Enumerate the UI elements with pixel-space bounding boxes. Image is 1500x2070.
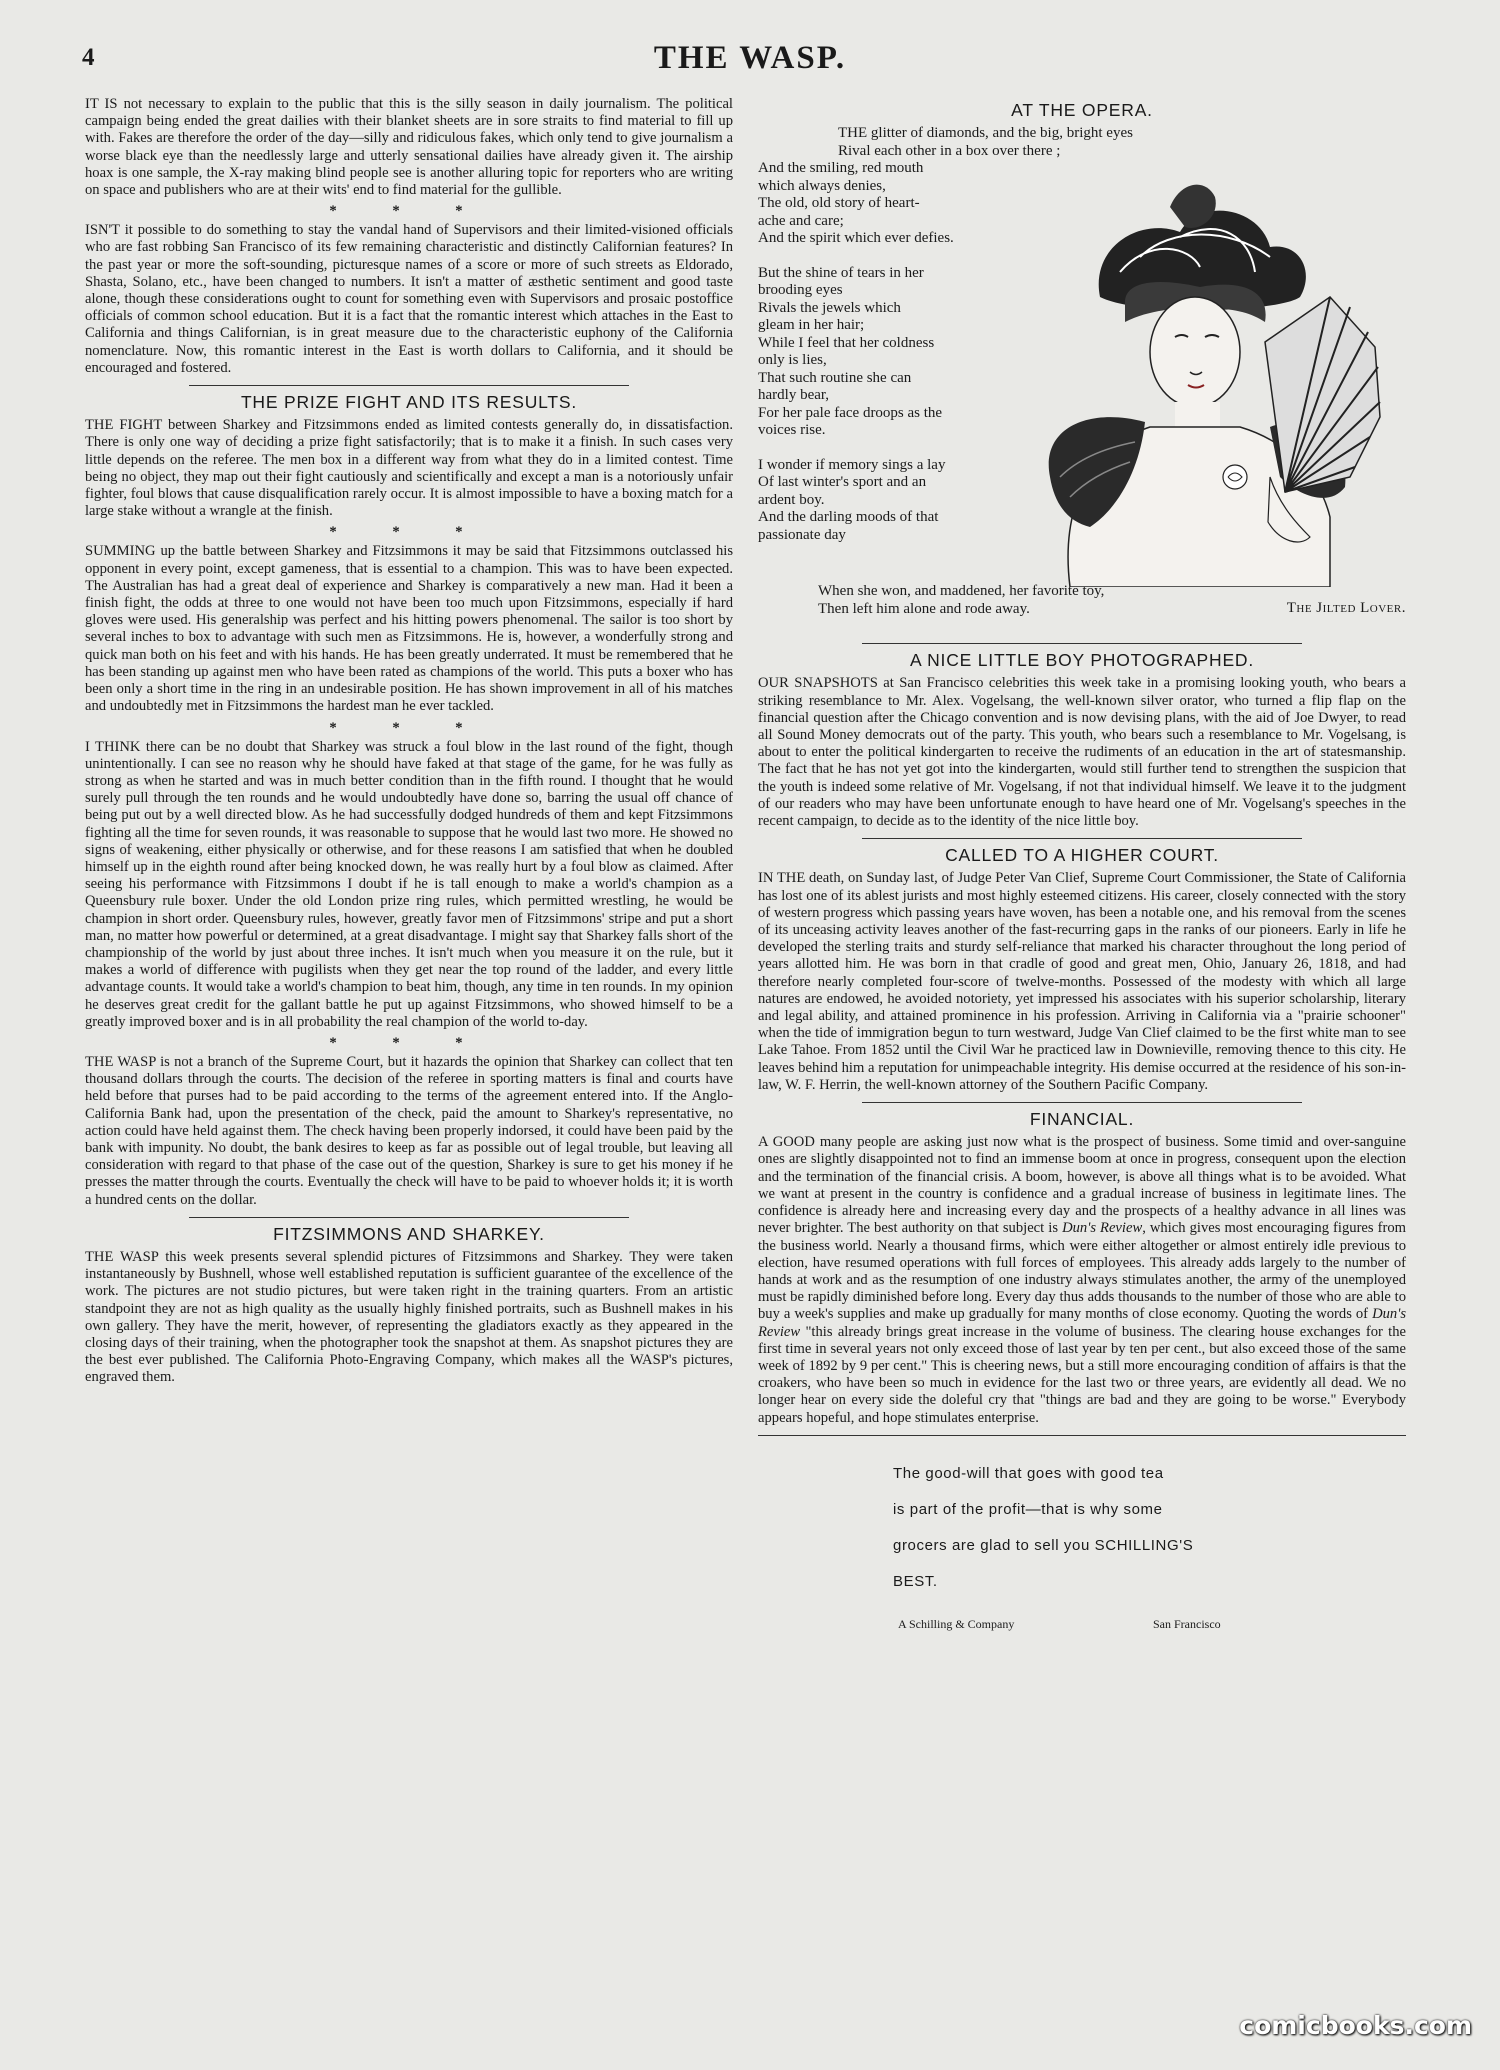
prize-fight-paragraph-4: THE WASP is not a branch of the Supreme Court, but it hazards the opinion that Sharkey can collect that ten thousand dollars through the courts. The decision of the referee in sporting matters is final and courts have held before that purses had to be paid according to the terms of the agreement entered into. If the Anglo-California Bank had, upon the presentation of the check, paid the amount to Sharkey's representative, no action could have held against them. The check having been properly indorsed, it could have been paid by the bank with impunity. No doubt, the bank desires to keep as far as possible out of legal trouble, but leaving all consideration with regard to that phase of the case out of the question, Sharkey is sure to get his money if he presses the matter through the courts. Eventually the check will have to be paid to whoever holds it; it is worth a hundred cents on the dollar. [85,1053,733,1208]
poem-line: which always denies, [758,177,886,194]
fitzsimmons-heading: FITZSIMMONS AND SHARKEY. [273,1223,545,1244]
divider [862,838,1302,839]
ad-line: grocers are glad to sell you SCHILLING'S [893,1536,1194,1554]
poem-line: voices rise. [758,422,826,439]
poem-line: ache and care; [758,212,844,229]
masthead: THE WASP. [653,40,847,76]
left-column [85,96,733,1391]
section-stars: * * * [329,203,489,220]
poem-line: When she won, and maddened, her favorite toy, [818,583,1105,600]
opera-poem [758,125,1133,544]
section-stars: * * * [329,524,489,541]
ad-line: is part of the profit—that is why some [893,1500,1163,1518]
financial-text: , which gives most encouraging figures from the business world. Nearly a thousand firms, which were either altogether or almost entirely idle previous to election, have resumed operations with full forces of employees. This already adds largely to the number of hands at work and as the resumption of one industry always stimulates another, the army of the unemployed must be rapidly diminished before long. Every day thus adds thousands to the number of those who are able to buy a week's supplies and make up gradually for many months of close economy. Quoting the words of [758,1220,1406,1323]
poem-line: While I feel that her coldness [758,334,935,351]
financial-text: A GOOD many people are asking just now what is the prospect of business. Some timid and over-sanguine ones are slightly disappointed not to find an immense boom at once in progress, consequent upon the election and the termination of the financial crisis. A boom, however, is above all things what is to be avoided. What we want at present in the country is confidence and a gradual increase of business in legitimate lines. The confidence is already here and increasing every day and the prospects of a healthy advance in all lines was never brighter. The best authority on that subject is [758,1134,1406,1237]
watermark: comicbooks.com [1239,2011,1472,2040]
section-stars: * * * [329,719,489,736]
divider [189,1217,629,1218]
financial-text: "this already brings great increase in the volume of business. The clearing house exchanges for the first time in several years not only exceed those of last year by ten per cent., but also exceed those of the same week of 1892 by 9 per cent." This is cheering news, but a still more encouraging condition of affairs is that the croakers, who have been so much in evidence for the last two or three years, are evidently all dead. We no longer hear on every side the doleful cry that "things are bad and they are going to be worse." Everybody appears hopeful, and hope stimulates enterprise. [758,1323,1406,1426]
poem-line: Then left him alone and rode away. [818,600,1030,617]
prize-fight-paragraph-3: I THINK there can be no doubt that Sharkey was struck a foul blow in the last round of the fight, though unintentionally. I can see no reason why he should have faked at that stage of the game, for he was fully as strong as when he started and was in much better condition than in the fifth round. I thought that he would surely pull through the ten rounds and he would undoubtedly have done so, barring the usual off chance of being put out by a well directed blow. As he had successfully dodged hundreds of them and kept Fitzsimmons fighting all the time for seven rounds, it was reasonable to suppose that he would last two more. He showed no signs of weakening, either physically or otherwise, and for these reasons I am satisfied that when he doubled himself up in the eighth round after being knocked down, he was really hurt by a foul blow as claimed. After seeing his performance with Fitzsimmons I doubt if he is tall enough to make a world's champion as a Queensbury rule boxer. Under the old London prize ring rules, which permitted wrestling, he would be champion in short order. Queensbury rules, however, greatly favor men of Fitzsimmons' stripe and put a short man, no matter how powerful or determined, at a great disadvantage. I might say that Sharkey falls short of the championship of the world by just about three inches. It isn't much when you measure it on the rule, but it makes a world of difference with pugilists when they get near the top round of the ladder, and every little advantage counts. It would take a world's champion to beat him, though, any time in ten rounds. In my opinion he deserves great credit for the gallant battle he put up against Fitzsimmons, who showed himself to be a greatly improved boxer and is in all probability the real champion of the world to-day. [85,738,733,1030]
higher-court-paragraph: IN THE death, on Sunday last, of Judge Peter Van Clief, Supreme Court Commissioner, the State of California has lost one of its ablest jurists and most highly esteemed citizens. His career, closely connected with the story of western progress which passing years have woven, has been a notable one, and his removal from the scenes of its unceasing activity leaves another of the fast-recurring gaps in the ranks of our pioneers. Early in life he developed the sterling traits and sturdy self-reliance that marked his character throughout the long period of years allotted him. He was born in that cradle of good and great men, Ohio, January 26, 1818, and had therefore nearly completed four-score of twelve-months. Possessed of the modesty with which all large natures are endowed, he avoided notoriety, yet impressed his associates with his superior scholarship, literary and legal ability, and attained prominence in his profession. Arriving in California via a "prairie schooner" when the tide of immigration begun to turn westward, Judge Van Clief claimed to be the first white man to see Lake Tahoe. From 1852 until the Civil War he practiced law in Downieville, removing thence to this city. He leaves behind him a reputation for unimpeachable integrity. His demise occurred at the residence of his son-in-law, W. F. Herrin, the well-known attorney of the Southern Pacific Company. [758,870,1406,1093]
financial-heading: FINANCIAL. [1029,1109,1135,1130]
poem-line: And the darling moods of that [758,509,939,526]
higher-court-heading: CALLED TO A HIGHER COURT. [945,845,1219,866]
duns-review-title: Dun's Review [1062,1220,1143,1237]
duns-review-title: Dun's Review [758,1306,1406,1340]
right-column [758,96,1406,1633]
poem-line: only is lies, [758,352,827,369]
poem-tail-block [758,583,1406,635]
page-number: 4 [82,44,95,71]
poem-line: brooding eyes [758,282,843,299]
ad-city: San Francisco [1153,1616,1221,1631]
prize-fight-paragraph-2: SUMMING up the battle between Sharkey and Fitzsimmons it may be said that Fitzsimmons outclassed his opponent in every point, except gameness, that is essential to a champion. This was to have been expected. The Australian has had a great deal of experience and Sharkey is comparatively a new man. Had it been a finish fight, the odds at three to one would not have been too much upon Fitzsimmons, especially if hard gloves were used. His generalship was perfect and his hitting powers phenomenal. The sailor is too short by several inches to box to advantage with such men as Fitzsimmons. He is, however, a wonderfully strong and quick man both on his feet and with his hands. He has been greatly underrated. It must be remembered that he has been standing up against men who have been rated as champions of the world. This puts a boxer who has been only a short time in the ring in an undesirable position. He has shown improvement in all of his matches and undoubtedly met in Fitzsimmons the hardest man he ever tackled. [85,543,733,715]
prize-fight-heading: THE PRIZE FIGHT AND ITS RESULTS. [240,392,578,413]
street-names-paragraph: ISN'T it possible to do something to stay the vandal hand of Supervisors and their limited-visioned officials who are fast robbing San Francisco of its few remaining characteristic and distinctly Californian features? In the past year or more the soft-sounding, picturesque names of a score or more of such streets as Eldorado, Shasta, Solano, etc., have been changed to numbers. It isn't a matter of æsthetic sentiment and good taste alone, though these considerations ought to count for something even with Supervisors and prosaic postoffice officials of common school education. But it is a fact that the romantic interest which attaches in the East to California and things Californian, is in great measure due to the characteristic euphony of the California nomenclature. Now, this romantic interest in the East is worth dollars to California, and it should be encouraged and fostered. [85,222,733,376]
poem-line: Rival each other in a box over there ; [838,142,1061,159]
silly-season-paragraph: IT IS not necessary to explain to the public that this is the silly season in daily journalism. The political campaign being ended the great dailies with their blanket sheets are in sore straits to find material to fill up with. Fakes are therefore the order of the day—silly and ridiculous fakes, which only tend to give journalism a worse black eye than the needlessly large and utterly sensational dailies have already given it. The airship hoax is one sample, the X-ray making blind people see is another alluring topic for reporters who are writing on space and publishers who are at their wits' end to find material for the gullible. [85,96,733,199]
poem-line: But the shine of tears in her [758,264,924,281]
opera-poem-block [758,125,1406,583]
divider [758,1435,1406,1436]
schilling-tea-ad [758,1456,1406,1633]
poem-line: That such routine she can [758,369,912,386]
divider [189,385,629,386]
divider [862,643,1302,644]
opera-lady-illustration [1030,177,1400,587]
poem-line: And the smiling, red mouth [758,160,924,177]
ad-line: The good-will that goes with good tea [893,1464,1164,1482]
nice-boy-paragraph: OUR SNAPSHOTS at San Francisco celebrities this week take in a promising looking youth, who bears a striking resemblance to Mr. Alex. Vogelsang, the well-known silver orator, who turned a flip flap on the financial question after the Chicago convention and is now devising plans, with the aid of Joe Dwyer, to read all Sound Money democrats out of the party. This youth, who bears such a resemblance to Mr. Vogelsang, is about to enter the political kindergarten to receive the rudiments of an education in the art of statesmanship. The fact that he has not yet got into the kindergarten, would still further tend to strengthen the suspicion that the youth is indeed some relative of Mr. Vogelsang, if not that individual himself. We leave it to the judgment of our readers who may have been unfortunate enough to have heard one of Mr. Vogelsang's speeches in the recent campaign, to decide as to the identity of the nice little boy. [758,675,1406,830]
poem-line: And the spirit which ever defies. [758,230,954,247]
poem-line: hardly bear, [758,387,830,404]
poem-line: Rivals the jewels which [758,299,901,316]
poem-line: ardent boy. [758,491,825,508]
poem-signature: The Jilted Lover. [1286,600,1406,617]
prize-fight-paragraph-1: THE FIGHT between Sharkey and Fitzsimmons ended as limited contests generally do, in dissatisfaction. There is only one way of deciding a prize fight satisfactorily; that is to make it a finish. In such cases very little depends on the referee. The men box in a different way from what they do in a limited contest. Time being no object, they map out their fight cautiously and scientifically and except a man is a notoriously unfair fighter, foul blows that cause disqualification rarely occur. It is almost impossible to have a boxing match for a large stake without a wrangle at the finish. [85,417,733,520]
poem-line: gleam in her hair; [758,317,865,334]
section-stars: * * * [329,1034,489,1051]
fitzsimmons-paragraph: THE WASP this week presents several splendid pictures of Fitzsimmons and Sharkey. They were taken instantaneously by Bushnell, whose well established reputation is sufficient guarantee of the excellence of the work. The pictures are not studio pictures, but were taken right in the training quarters. From an artistic standpoint they are not as high quality as the usually highly finished portraits, such as Bushnell makes in his own gallery. They have the merit, however, of representing the gladiators exactly as they appeared in the closing days of their training, when the photographer took the snapshot at them. As snapshot pictures they are the best ever published. The California Photo-Engraving Company, which makes all the WASP's pictures, engraved them. [85,1248,733,1386]
ad-footer [758,1616,1406,1633]
poem-line: Of last winter's sport and an [758,474,927,491]
financial-paragraph [758,1134,1406,1426]
ad-line: BEST. [893,1572,938,1590]
poem-line: For her pale face droops as the [758,404,943,421]
poem-line: THE glitter of diamonds, and the big, bright eyes [838,125,1133,142]
opera-heading: AT THE OPERA. [1011,100,1153,120]
nice-boy-heading: A NICE LITTLE BOY PHOTOGRAPHED. [909,650,1255,671]
poem-line: I wonder if memory sings a lay [758,456,946,473]
divider [862,1102,1302,1103]
poem-line: The old, old story of heart- [758,195,920,212]
ad-company: A Schilling & Company [898,1616,1015,1631]
poem-line: passionate day [758,526,846,543]
